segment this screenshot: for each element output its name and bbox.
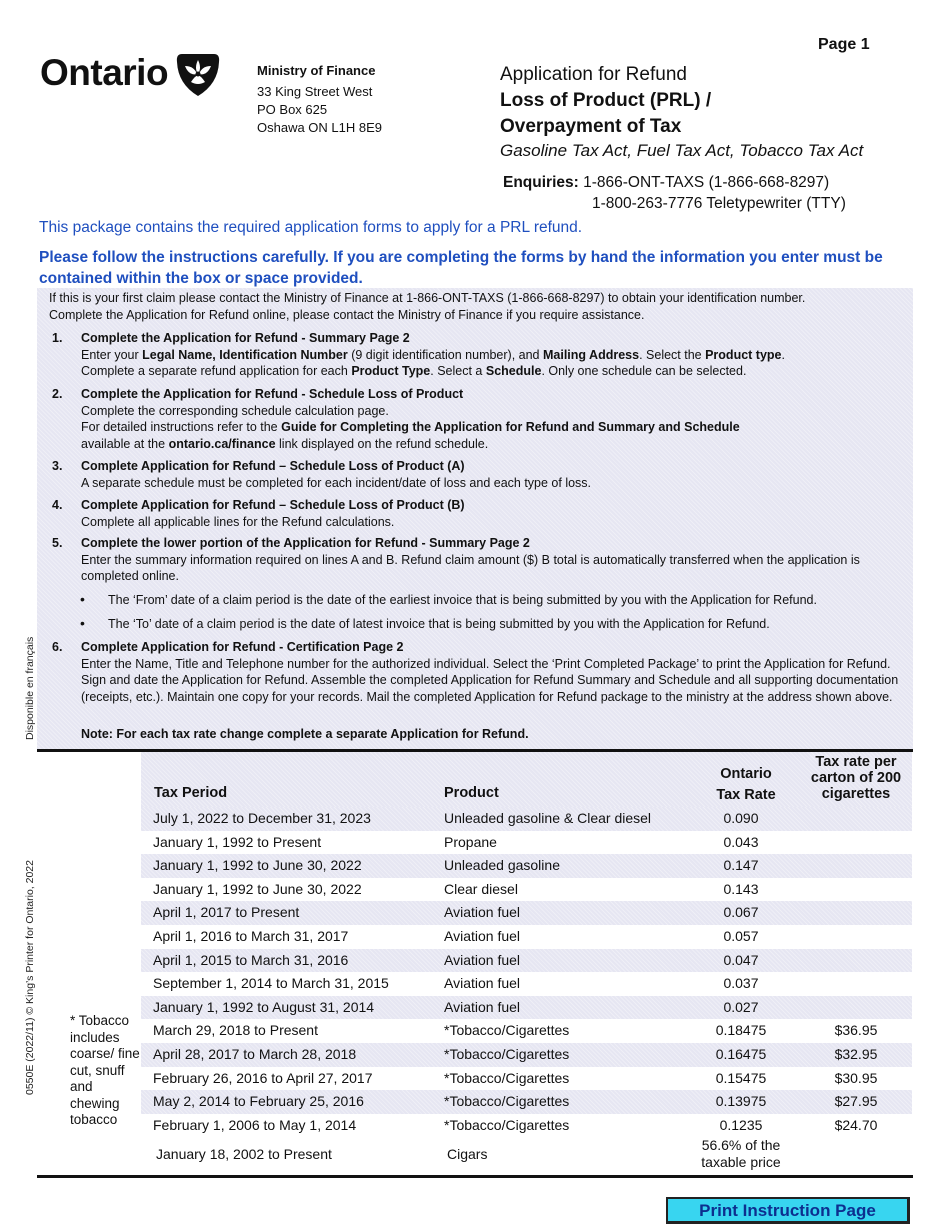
enquiries-tty: 1-800-263-7776 Teletypewriter (TTY) bbox=[592, 195, 846, 212]
form-title-line: Loss of Product (PRL) / bbox=[500, 90, 712, 111]
cell-period: July 1, 2022 to December 31, 2023 bbox=[153, 810, 371, 826]
cell-product: Aviation fuel bbox=[444, 975, 521, 992]
step-number: 2. bbox=[52, 387, 63, 401]
cell-rate: 0.067 bbox=[723, 904, 759, 921]
cell-rate: 0.027 bbox=[723, 998, 759, 1015]
col-carton-rate: Tax rate per carton of 200 cigarettes bbox=[810, 754, 902, 802]
bullet-to-date bbox=[80, 616, 890, 633]
cell-period: February 26, 2016 to April 27, 2017 bbox=[153, 1069, 373, 1086]
cell-product: Aviation fuel bbox=[444, 904, 521, 921]
cell-period: May 2, 2014 to February 25, 2016 bbox=[153, 1093, 364, 1110]
first-claim-line: If this is your first claim please contact the Ministry of Finance at 1-866-ONT-TAXS (1-866-668-8297) to obtain your identification number. bbox=[49, 291, 806, 305]
table-row bbox=[141, 949, 912, 973]
step-5 bbox=[52, 535, 902, 585]
step-text: For detailed instructions refer to the Guide for Completing the Application for Refund and Summary and Schedule bbox=[81, 420, 740, 434]
step-text: A separate schedule must be completed for each incident/date of loss and each type of loss. bbox=[81, 475, 592, 490]
french-availability-note: Disponible en français bbox=[24, 636, 36, 740]
table-row bbox=[141, 996, 912, 1020]
step-heading: Complete Application for Refund – Schedule Loss of Product (A) bbox=[81, 459, 465, 473]
cell-product: Aviation fuel bbox=[444, 928, 521, 944]
step-number: 4. bbox=[52, 498, 63, 512]
table-header bbox=[141, 752, 912, 808]
cell-product: *Tobacco/Cigarettes bbox=[444, 1116, 570, 1133]
address-line: PO Box 625 bbox=[257, 102, 328, 117]
col-ontario-tax-rate: Ontario Tax Rate bbox=[716, 766, 776, 803]
bullet-icon: • bbox=[80, 615, 85, 631]
table-row bbox=[141, 854, 912, 878]
cell-period: April 1, 2017 to Present bbox=[153, 904, 300, 921]
step-text: Enter your Legal Name, Identification Number (9 digit identification number), and Mailing Address. Select the Product type. bbox=[81, 347, 785, 362]
address-line: 33 King Street West bbox=[257, 84, 373, 99]
table-row bbox=[141, 1136, 912, 1174]
table-row bbox=[141, 831, 912, 855]
cell-rate: 0.13975 bbox=[715, 1093, 767, 1110]
cell-product: Propane bbox=[444, 833, 497, 850]
cell-product: *Tobacco/Cigarettes bbox=[444, 1046, 570, 1062]
table-row bbox=[141, 925, 912, 949]
step-1 bbox=[52, 330, 902, 380]
ministry-name: Ministry of Finance bbox=[257, 63, 376, 78]
enquiries-label: Enquiries: bbox=[503, 174, 579, 191]
cell-rate: 0.090 bbox=[723, 810, 759, 826]
follow-instructions-note: Please follow the instructions carefully. If you are completing the forms by hand the information you enter must be contained within the box or space provided. bbox=[39, 249, 883, 287]
step-6 bbox=[52, 639, 902, 705]
cell-period: January 1, 1992 to June 30, 2022 bbox=[153, 857, 362, 874]
cell-rate: 0.047 bbox=[723, 951, 759, 968]
cell-period: February 1, 2006 to May 1, 2014 bbox=[153, 1116, 357, 1133]
package-note: This package contains the required application forms to apply for a PRL refund. bbox=[39, 219, 583, 236]
step-text: Complete a separate refund application for each Product Type. Select a Schedule. Only one schedule can be selected. bbox=[81, 364, 747, 378]
cell-product: Aviation fuel bbox=[444, 951, 521, 968]
step-text: Enter the summary information required on lines A and B. Refund claim amount ($) B total is automatically transferred when the application is completed online. bbox=[81, 552, 860, 583]
form-title-line: Application for Refund bbox=[500, 64, 687, 85]
cell-product: Cigars bbox=[447, 1146, 488, 1162]
address-line: Oshawa ON L1H 8E9 bbox=[257, 120, 383, 135]
cell-period: January 1, 1992 to June 30, 2022 bbox=[153, 880, 362, 897]
step-text: Complete the corresponding schedule calculation page. bbox=[81, 403, 389, 418]
table-row bbox=[141, 1114, 912, 1138]
first-claim-text bbox=[49, 290, 909, 323]
col-product: Product bbox=[444, 785, 499, 801]
tobacco-footnote: * Tobacco includes coarse/ fine cut, snuff and chewing tobacco bbox=[70, 1013, 140, 1127]
step-heading: Complete Application for Refund - Certification Page 2 bbox=[81, 640, 404, 654]
copyright-note: 0550E (2022/11) © King’s Printer for Ontario, 2022 bbox=[24, 860, 36, 1095]
cell-product: Unleaded gasoline & Clear diesel bbox=[444, 810, 652, 826]
step-number: 1. bbox=[52, 331, 63, 345]
bullet-text: The ‘To’ date of a claim period is the date of latest invoice that is being submitted by you with the Application for Refund. bbox=[108, 617, 770, 631]
ministry-address bbox=[257, 62, 382, 137]
tax-rate-change-note: Note: For each tax rate change complete a separate Application for Refund. bbox=[81, 727, 529, 741]
step-heading: Complete the Application for Refund - Schedule Loss of Product bbox=[81, 387, 464, 401]
print-instruction-page-button[interactable]: Print Instruction Page bbox=[666, 1197, 910, 1224]
cell-rate: 0.1235 bbox=[719, 1116, 763, 1133]
table-row bbox=[141, 878, 912, 902]
cell-carton-rate: $24.70 bbox=[834, 1116, 878, 1133]
table-row bbox=[141, 1019, 912, 1043]
cell-period: March 29, 2018 to Present bbox=[153, 1022, 318, 1039]
form-title-line: Overpayment of Tax bbox=[500, 116, 682, 137]
step-heading: Complete Application for Refund – Schedule Loss of Product (B) bbox=[81, 498, 465, 512]
cell-rate: 56.6% of the taxable price bbox=[701, 1137, 781, 1170]
cell-rate: 0.057 bbox=[723, 928, 759, 944]
cell-rate: 0.147 bbox=[723, 857, 759, 874]
table-row bbox=[141, 807, 912, 831]
enquiries bbox=[503, 172, 846, 214]
cell-period: September 1, 2014 to March 31, 2015 bbox=[153, 975, 389, 992]
cell-product: *Tobacco/Cigarettes bbox=[444, 1069, 570, 1086]
step-number: 6. bbox=[52, 640, 63, 654]
cell-rate: 0.18475 bbox=[715, 1022, 767, 1039]
cell-period: January 18, 2002 to Present bbox=[156, 1146, 332, 1162]
step-heading: Complete the lower portion of the Application for Refund - Summary Page 2 bbox=[81, 536, 530, 550]
cell-rate: 0.143 bbox=[723, 880, 759, 897]
step-3 bbox=[52, 458, 902, 491]
cell-product: Unleaded gasoline bbox=[444, 857, 560, 874]
cell-period: January 1, 1992 to August 31, 2014 bbox=[153, 998, 375, 1015]
step-number: 5. bbox=[52, 536, 63, 550]
step-text: available at the ontario.ca/finance link displayed on the refund schedule. bbox=[81, 436, 489, 451]
bullet-text: The ‘From’ date of a claim period is the date of the earliest invoice that is being submitted by you with the Application for Refund. bbox=[108, 593, 817, 607]
cell-rate: 0.043 bbox=[723, 833, 759, 850]
cell-period: April 1, 2016 to March 31, 2017 bbox=[153, 928, 349, 944]
table-row bbox=[141, 972, 912, 996]
page-number: Page 1 bbox=[818, 36, 870, 53]
bullet-from-date bbox=[80, 592, 890, 609]
cell-rate: 0.16475 bbox=[715, 1046, 767, 1062]
step-text: Enter the Name, Title and Telephone number for the authorized individual. Select the ‘Print Completed Package’ to print the Application for Refund. Sign and date the Application for Refund. Assemble the completed Application for Refund Summary and Schedule and all supporting documentation (receipts, etc.). Maintain one copy for your records. Mail the completed Application for Refund package to the ministry at the address shown above. bbox=[81, 656, 899, 704]
step-number: 3. bbox=[52, 459, 63, 473]
table-row bbox=[141, 1090, 912, 1114]
bullet-icon: • bbox=[80, 591, 85, 607]
cell-carton-rate: $27.95 bbox=[834, 1093, 878, 1110]
cell-product: *Tobacco/Cigarettes bbox=[444, 1022, 570, 1039]
cell-product: Aviation fuel bbox=[444, 998, 521, 1015]
ontario-logo-text: Ontario bbox=[40, 52, 169, 93]
cell-carton-rate: $30.95 bbox=[834, 1069, 878, 1086]
cell-carton-rate: $36.95 bbox=[834, 1022, 878, 1039]
col-tax-period: Tax Period bbox=[154, 785, 228, 801]
table-row bbox=[141, 1043, 912, 1067]
enquiries-phone: 1-866-ONT-TAXS (1-866-668-8297) bbox=[583, 174, 830, 191]
table-row bbox=[141, 901, 912, 925]
first-claim-line: Complete the Application for Refund online, please contact the Ministry of Finance if you require assistance. bbox=[49, 307, 645, 322]
table-row bbox=[141, 1067, 912, 1091]
form-title bbox=[500, 62, 863, 162]
step-heading: Complete the Application for Refund - Summary Page 2 bbox=[81, 331, 410, 345]
cell-rate: 0.15475 bbox=[715, 1069, 767, 1086]
cell-period: January 1, 1992 to Present bbox=[153, 833, 322, 850]
cell-period: April 1, 2015 to March 31, 2016 bbox=[153, 951, 349, 968]
step-2 bbox=[52, 386, 902, 452]
cell-product: Clear diesel bbox=[444, 880, 518, 897]
acts-line: Gasoline Tax Act, Fuel Tax Act, Tobacco Tax Act bbox=[500, 141, 864, 160]
cell-carton-rate: $32.95 bbox=[834, 1046, 878, 1062]
divider bbox=[37, 1175, 913, 1178]
step-text: Complete all applicable lines for the Refund calculations. bbox=[81, 514, 395, 529]
trillium-logo-icon bbox=[174, 50, 222, 98]
cell-product: *Tobacco/Cigarettes bbox=[444, 1093, 570, 1110]
step-4 bbox=[52, 497, 902, 530]
cell-rate: 0.037 bbox=[723, 975, 759, 992]
cell-period: April 28, 2017 to March 28, 2018 bbox=[153, 1046, 357, 1062]
